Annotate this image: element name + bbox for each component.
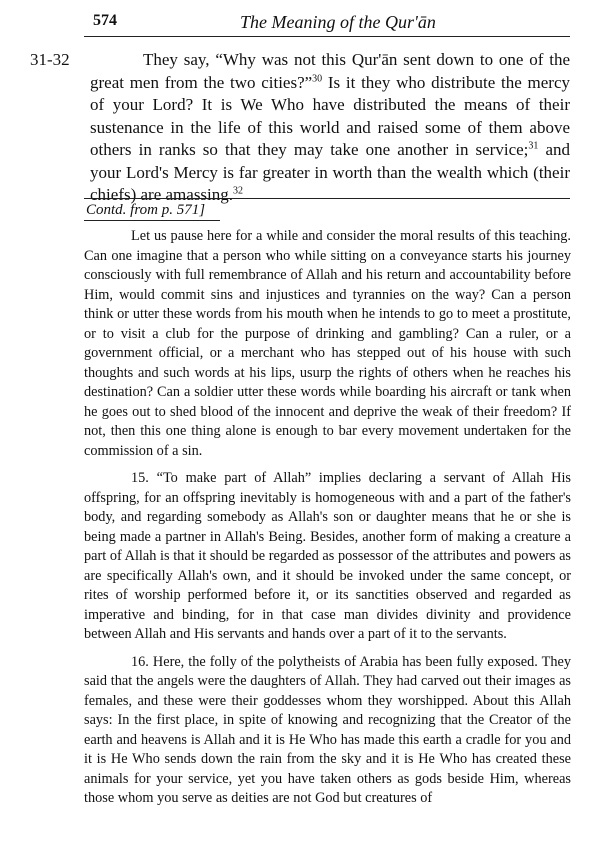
verse-translation [90,49,570,207]
commentary-paragraph-1: Let us pause here for a while and consider the moral results of this teaching. Can one imagine that a person who while sitting on a conveyance starts his journey consciously with full remembrance of Allah and his return and accountability before Him, would commit sins and injustices and tyrannies on the way? Can a person think or utter these words from his mouth when he intends to go to meet a prostitute, or to visit a club for the purpose of drinking and gambling? Can a ruler, or a government official, or a merchant who has stepped out of his house with such thoughts and such words at his lips, usurp the rights of others when he reaches his destination? Can a soldier utter these words while boarding his aircraft or tank when he goes out to shed blood of the innocent and deprive the weak of their freedom? If not, then this one thing alone is enough to bar every movement undertaken for the commission of a sin. [84,228,571,459]
footnote-marker-32[interactable]: 32 [233,185,244,197]
footnote-marker-30[interactable]: 30 [312,72,323,84]
verse-reference: 31-32 [30,50,70,69]
page-number: 574 [93,12,117,29]
verse-text-part-3: and your Lord's Mercy is far greater in worth than the wealth which (their chiefs) are amassing. [90,140,571,204]
footnote-marker-31[interactable]: 31 [528,140,539,152]
header-divider [84,36,570,37]
verse-text-part-2: Is it they who distribute the mercy of your Lord? It is We Who have distributed the means of their sustenance in the life of this world and raised some of them above others in ranks so that they may take one another in service; [90,72,570,159]
running-title: The Meaning of the Qur'ān [240,12,436,32]
verse-text-part-1: They say, “Why was not this Qur'ān sent down to one of the great men from the two cities?” [90,50,570,92]
continuation-underline [84,220,220,221]
verse-divider [84,198,570,199]
commentary-note-15: 15. “To make part of Allah” implies declaring a servant of Allah His offspring, for an offspring inevitably is homogeneous with and a part of the father's body, and regarding somebody as Allah's son or daughter means that he or she is being made a partner in Allah's Being. Besides, another form of making a creature a part of Allah is that it should be regarded as possessor of the attributes and powers as are specifically Allah's own, and it should be invoked under the same concept, or rites of worship performed before it, or its sanctities observed and regarded as imperative and binding, for in that case man divides divinity and providence between Allah and His servants and hands over a part of it to the servants. [84,470,571,642]
continuation-label: Contd. from p. 571] [86,202,206,218]
commentary-note-16: 16. Here, the folly of the polytheists of Arabia has been fully exposed. They said that the angels were the daughters of Allah. They had carved out their images as females, and these were their goddesses whom they worshipped. About this Allah says: In the first place, in spite of knowing and recognizing that the Creator of the earth and heavens is Allah and it is He Who has made this earth a cradle for you and it is He Who sends down the rain from the sky and it is He Who has created these animals for your service, yet you have taken others as gods beside Him, whereas those whom you serve as deities are not God but creatures of [84,653,571,806]
commentary-section [84,227,571,817]
